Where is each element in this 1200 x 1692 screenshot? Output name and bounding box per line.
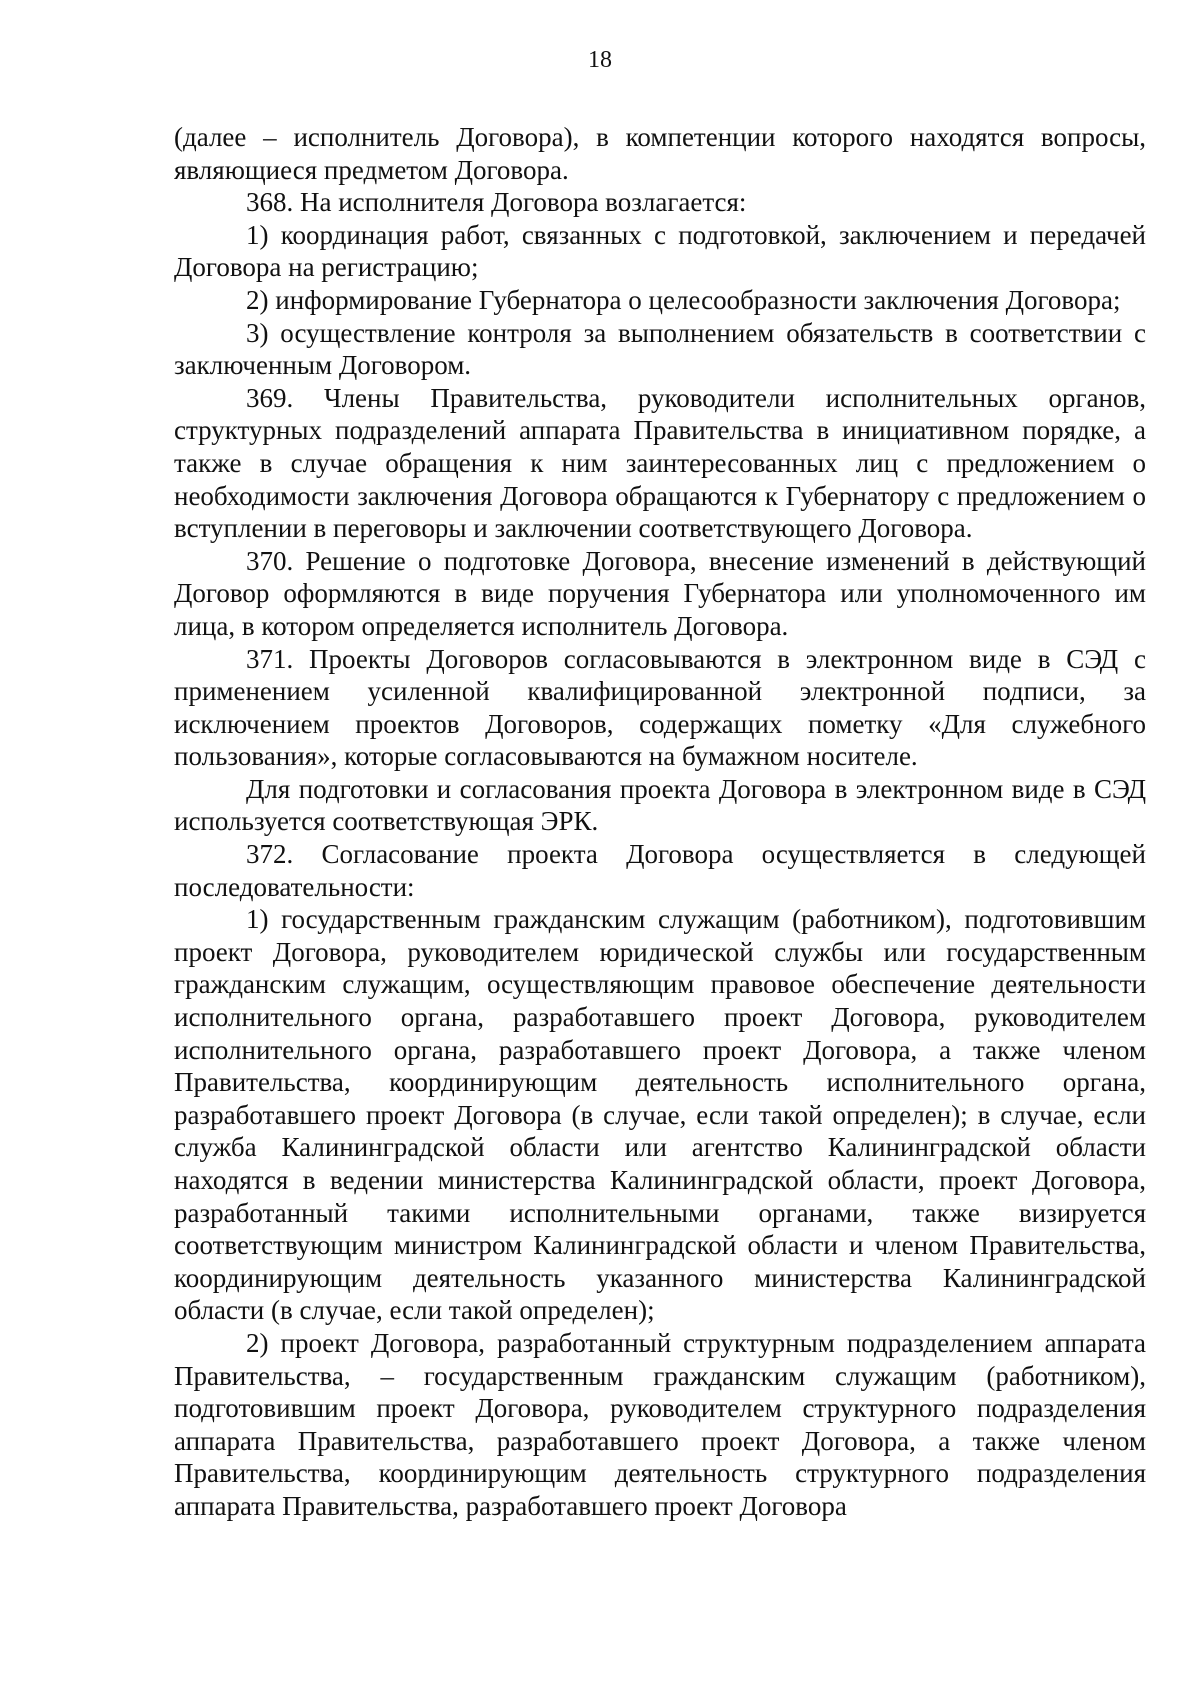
paragraph-continuation: (далее – исполнитель Договора), в компетенции которого находятся вопросы, являющиеся предметом Договора. [174, 122, 1146, 185]
paragraph-368-item-1: 1) координация работ, связанных с подготовкой, заключением и передачей Договора на регистрацию; [174, 219, 1146, 283]
paragraph-371-note: Для подготовки и согласования проекта Договора в электронном виде в СЭД используется соответствующая ЭРК. [174, 773, 1146, 837]
page-number: 18 [588, 47, 612, 73]
document-body [174, 121, 1146, 1523]
paragraph-368-item-2: 2) информирование Губернатора о целесообразности заключения Договора; [246, 284, 1121, 315]
paragraph-369: 369. Члены Правительства, руководители исполнительных органов, структурных подразделений аппарата Правительства в инициативном порядке, а также в случае обращения к ним заинтересованных лиц с предложением о необходимости заключения Договора обращаются к Губернатору с предложением о вступлении в переговоры и заключении соответствующего Договора. [174, 382, 1146, 544]
paragraph-372-item-1: 1) государственным гражданским служащим (работником), подготовившим проект Договора, руководителем юридической службы или государственным гражданским служащим, осуществляющим правовое обеспечение деятельности исполнительного органа, разработавшего проект Договора, руководителем исполнительного органа, разработавшего проект Договора, а также членом Правительства, координирующим деятельность исполнительного органа, разработавшего проект Договора (в случае, если такой определен); в случае, если служба Калининградской области или агентство Калининградской области находятся в ведении министерства Калининградской области, проект Договора, разработанный такими исполнительными органами, также визируется соответствующим министром Калининградской области и членом Правительства, координирующим деятельность указанного министерства Калининградской области (в случае, если такой определен); [174, 904, 1146, 1326]
paragraph-368-item-3: 3) осуществление контроля за выполнением обязательств в соответствии с заключенным Договором. [174, 317, 1146, 381]
paragraph-371: 371. Проекты Договоров согласовываются в электронном виде в СЭД с применением усиленной квалифицированной электронной подписи, за исключением проектов Договоров, содержащих пометку «Для служебного пользования», которые согласовываются на бумажном носителе. [174, 643, 1146, 772]
paragraph-370: 370. Решение о подготовке Договора, внесение изменений в действующий Договор оформляются в виде поручения Губернатора или уполномоченного им лица, в котором определяется исполнитель Договора. [174, 545, 1146, 641]
paragraph-372: 372. Согласование проекта Договора осуществляется в следующей последовательности: [174, 839, 1146, 902]
paragraph-372-item-2: 2) проект Договора, разработанный структурным подразделением аппарата Правительства, – государственным гражданским служащим (работником), подготовившим проект Договора, руководителем структурного подразделения аппарата Правительства, разработавшего проект Договора, а также членом Правительства, координирующим деятельность структурного подразделения аппарата Правительства, разработавшего проект Договора [174, 1327, 1146, 1521]
paragraph-368: 368. На исполнителя Договора возлагается: [246, 187, 747, 218]
